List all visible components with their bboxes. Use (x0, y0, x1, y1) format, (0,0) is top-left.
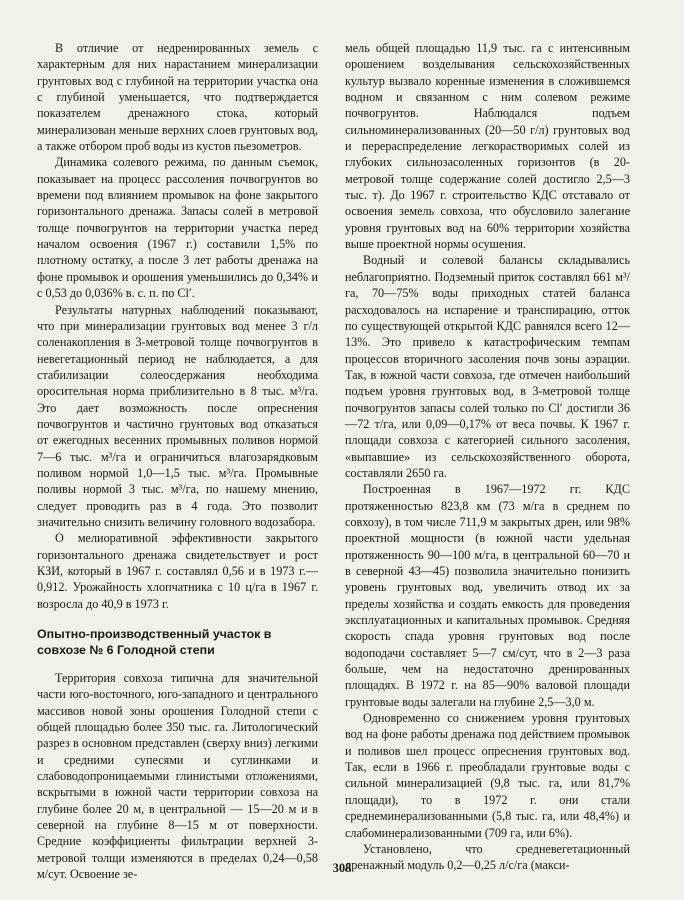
paragraph: В отличие от недренированных земель с характерным для них нарастанием минерализации грунтовых вод с глубиной на территории участка она с глубиной уменьшается, что подтверждается показателем дренажного стока, который минерализован меньше верхних слоев грунтовых вод, а также отбором проб воды из кустов пьезометров. (37, 41, 318, 154)
page-number: 308 (332, 861, 352, 875)
section-heading: Опытно-производственный участок в совхозе № 6 Голодной степи (37, 627, 272, 658)
paragraph: Динамика солевого режима, по данным съемок, показывает на процесс рассоления почвогрунтов во времени под влиянием промывок на фоне закрытого горизонтального дренажа. Запасы солей в метровой толще почвогрунтов на территории участка перед началом освоения (1967 г.) составили 1,5% по плотному остатку, а после 3 лет работы дренажа на фоне промывок и орошения уменьшились до 0,34% и с 0,53 до 0,036% в. с. п. по Cl′. (37, 155, 318, 301)
left-text-column (37, 40, 318, 883)
paragraph: Результаты натурных наблюдений показывают, что при минерализации грунтовых вод менее 3 г/л соленакопления в 3-метровой толще почвогрунтов в невегетационный период не наблюдается, а для стабилизации солеосдержания необходима оросительная норма приблизительно в 8 тыс. м³/га. Это дает возможность после опреснения почвогрунтов и частично грунтовых вод отказаться от ежегодных весенних промывных поливов нормой 7—6 тыс. м³/га и ограничиться влагозарядковым поливом нормой 1,0—1,5 тыс. м³/га. Промывные поливы нормой 3 тыс. м³/га, по нашему мнению, следует проводить раз в 4 года. Это позволит значительно снизить величину головного водозабора. (37, 302, 318, 529)
paragraph: О мелиоративной эффективности закрытого горизонтального дренажа свидетельствует и рост КЗИ, который в 1967 г. составлял 0,56 и в 1973 г.— 0,912. Урожайность хлопчатника с 10 ц/га в 1967 г. возросла до 40,9 в 1973 г. (37, 531, 318, 611)
paragraph: мель общей площадью 11,9 тыс. га с интенсивным орошением возделывания сельскохозяйственных культур вызвало коренные изменения в сложившемся водном и связанном с ним солевом режиме почвогрунтов. Наблюдался подъем сильноминерализованных (20—50 г/л) грунтовых вод и перераспределение легкорастворимых солей из глубоких сильнозасоленных горизонтов (в 20-метровой толще содержание солей достигло 2,5—3 тыс. т). До 1967 г. строительство КДС отставало от освоения земель совхоза, что обусловило залегание уровня грунтовых вод на 60% территории хозяйства выше проектной нормы осушения. (345, 41, 630, 252)
paragraph: Одновременно со снижением уровня грунтовых вод на фоне работы дренажа под действием промывок и поливов шел процесс опреснения грунтовых вод. Так, если в 1966 г. преобладали грунтовые воды с сильной минерализацией (9,8 тыс. га, или 81,7% площади), то в 1972 г. они стали среднеминерализованными (5,8 тыс. га, или 48,4%) и слабоминерализованными (709 га, или 6%). (345, 711, 630, 840)
paragraph: Водный и солевой балансы складывались неблагоприятно. Подземный приток составлял 661 м³/га, 70—75% воды приходных статей баланса расходовалось на испарение и транспирацию, отток по существующей открытой КДС равнялся всего 12—13%. Это привело к катастрофическим темпам процессов вторичного засоления почв зоны аэрации. Так, в южной части совхоза, где отмечен наибольший подъем уровня грунтовых вод, в 3-метровой толще почвогрунтов запасы солей только по Cl′ достигли 36—72 т/га, или 0,09—0,17% от веса почвы. К 1967 г. площади совхоза с категорией сильного засоления, «выпавшие» из сельскохозяйственного оборота, составляли 2650 га. (345, 253, 630, 480)
right-text-column (345, 40, 630, 874)
paragraph: Территория совхоза типична для значительной части юго-восточного, юго-западного и центрального массивов новой зоны орошения Голодной степи с общей площадью более 350 тыс. га. Литологический разрез в основном представлен (сверху вниз) легкими и средними супесями и суглинками и слабоводопроницаемыми глинистыми отложениями, вскрытыми в южной части территории совхоза на глубине более 20 м, в центральной — 15—20 м и в северной на глубине 8—15 м от поверхности. Средние коэффициенты фильтрации верхней 3-метровой толщи изменяются в пределах 0,24—0,58 м/сут. Освоение зе- (37, 671, 318, 882)
paragraph: Построенная в 1967—1972 гг. КДС протяженностью 823,8 км (73 м/га в среднем по совхозу), в том числе 711,9 м закрытых дрен, или 98% проектной мощности (в южной части удельная протяженность 90—100 м/га, в центральной 60—70 и в северной 43—45) позволила значительно понизить уровень грунтовых вод, увеличить отвод их за пределы хозяйства и создать емкость для проведения эксплуатационных и капитальных промывок. Средняя скорость спада уровня грунтовых вод после водоподачи составляет 5—7 см/сут, что в 2—3 раза больше, чем на недостаточно дренированных площадях. В 1972 г. на 85—90% валовой площади грунтовые воды залегали на глубине 2,5—3,0 м. (345, 482, 630, 709)
paragraph: Установлено, что средневегетационный дренажный модуль 0,2—0,25 л/с/га (макси- (345, 841, 630, 873)
